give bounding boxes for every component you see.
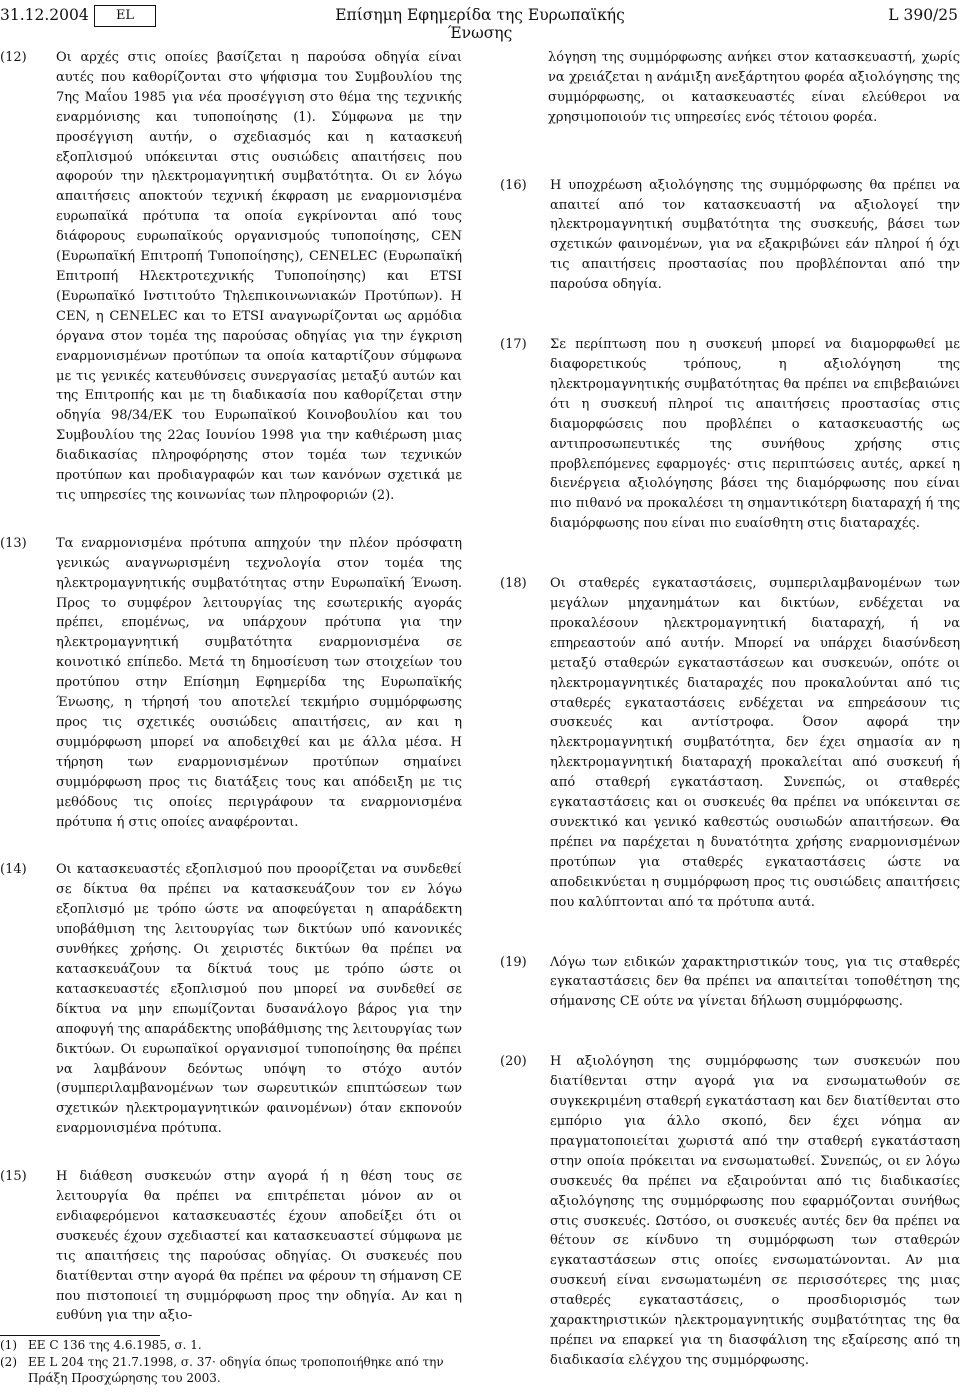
publication-date: 31.12.2004 — [0, 6, 89, 24]
recital-number: (18) — [500, 576, 527, 592]
recital-15-continuation: λόγηση της συμμόρφωσης ανήκει στον κατασκευαστή, χωρίς να χρειάζεται η ανάμιξη ανεξάρτητου φορέα αξιολόγησης της συμμόρφωσης, οι κατασκευαστές είναι ελεύθεροι να χρησιμοποιούν τις υπηρεσίες ενός τέτοιου φορέα. — [548, 50, 960, 125]
recital-16 — [500, 176, 960, 295]
right-column — [500, 48, 960, 1388]
footnote-divider — [0, 1335, 160, 1336]
recital-18 — [500, 574, 960, 912]
recital-number: (15) — [0, 1169, 27, 1185]
recital-12 — [0, 48, 462, 506]
recital-19 — [500, 953, 960, 1013]
left-column — [0, 48, 462, 1348]
footnote-mark: (2) — [0, 1354, 17, 1369]
recital-number: (14) — [0, 862, 27, 878]
recital-text: Η διάθεση συσκευών στην αγορά ή η θέση τους σε λειτουργία θα πρέπει να επιτρέπεται μόνον αν οι ενδιαφερόμενοι κατασκευαστές έχουν αποδείξει ότι οι συσκευές έχουν σχεδιαστεί και κατασκευαστεί σύμφωνα με τις απαιτήσεις της παρούσας οδηγίας. Οι συσκευές που διατίθενται στην αγορά θα πρέπει να φέρουν τη σήμανση CE που πιστοποιεί τη συμμόρφωση προς την οδηγία. Αν και η ευθύνη για την αξιο- — [56, 1169, 462, 1324]
recital-20 — [500, 1052, 960, 1371]
recital-text: Σε περίπτωση που η συσκευή μπορεί να διαμορφωθεί με διαφορετικούς τρόπους, η αξιολόγηση της ηλεκτρομαγνητικής συμβατότητας θα πρέπει να επιβεβαιώνει ότι η συσκευή πληροί τις απαιτήσεις προστασίας στις διαμορφώσεις που προβλέπει ο κατασκευαστής ως αντιπροσωπευτικές της συνήθους χρήσης στις προβλεπόμενες εφαρμογές· στις περιπτώσεις αυτές, αρκεί η διενέργεια αξιολόγησης βάσει της διαμόρφωσης που είναι πιο πιθανό να προκαλέσει τη σημαντικότερη διαταραχή ή της διαμόρφωσης που είναι πιο ευαίσθητη στις διαταραχές. — [550, 337, 960, 532]
page-header — [0, 6, 960, 42]
recital-number: (17) — [500, 337, 527, 353]
recital-text: Τα εναρμονισμένα πρότυπα απηχούν την πλέον πρόσφατη γενικώς αναγνωρισμένη τεχνολογία στον τομέα της ηλεκτρομαγνητικής συμβατότητας στην Ευρωπαϊκή Ένωση. Προς το συμφέρον λειτουργίας της εσωτερικής αγοράς πρέπει, επομένως, να υπάρχουν πρότυπα για την ηλεκτρομαγνητική συμβατότητα εναρμονισμένα σε κοινοτικό επίπεδο. Μετά τη δημοσίευση των στοιχείων του προτύπου στην Επίσημη Εφημερίδα της Ευρωπαϊκής Ένωσης, η τήρησή του αποτελεί τεκμήριο συμμόρφωσης προς τις σχετικές ουσιώδεις απαιτήσεις, αν και η συμμόρφωση μπορεί να αποδειχθεί και με άλλα μέσα. Η τήρηση των εναρμονισμένων προτύπων σημαίνει συμμόρφωση προς τις διατάξεις τους και απόδειξη με τις μεθόδους τις οποίες περιγράφουν τα εναρμονισμένα πρότυπα ή στις οποίες αναφέρονται. — [56, 535, 462, 830]
recital-14 — [0, 860, 462, 1139]
recital-text: Οι αρχές στις οποίες βασίζεται η παρούσα οδηγία είναι αυτές που καθορίζονται στο ψήφισμα του Συμβουλίου της 7ης Μαΐου 1985 για νέα προσέγγιση στο θέμα της τεχνικής εναρμόνισης και τυποποίησης (1). Σύμφωνα με την προσέγγιση αυτήν, ο σχεδιασμός και η κατασκευή εξοπλισμού υπόκεινται στις ουσιώδεις απαιτήσεις που αφορούν την ηλεκτρομαγνητική συμβατότητα. Οι εν λόγω απαιτήσεις αποκτούν τεχνική έκφραση με εναρμονισμένα ευρωπαϊκά πρότυπα τα οποία εγκρίνονται από τους διάφορους ευρωπαϊκούς οργανισμούς τυποποίησης, CEN (Ευρωπαϊκή Επιτροπή Τυποποίησης), CENELEC (Ευρωπαϊκή Επιτροπή Ηλεκτροτεχνικής Τυποποίησης) και ETSI (Ευρωπαϊκό Ινστιτούτο Τηλεπικοινωνιακών Προτύπων). Η CEN, η CENELEC και το ETSI αναγνωρίζονται ως αρμόδια όργανα στον τομέα της παρούσας οδηγίας για την έγκριση εναρμονισμένων προτύπων τα οποία καταρτίζουν σύμφωνα με τις γενικές κατευθύνσεις συνεργασίας μεταξύ αυτών και της Επιτροπής και με τη διαδικασία που καθορίζεται στην οδηγία 98/34/ΕΚ του Ευρωπαϊκού Κοινοβουλίου και του Συμβουλίου της 22ας Ιουνίου 1998 για την καθιέρωση μιας διαδικασίας πληροφόρησης στον τομέα των τεχνικών προτύπων και προδιαγραφών και των κανόνων σχετικά με τις υπηρεσίες της κοινωνίας των πληροφοριών (2). — [56, 50, 462, 503]
recital-17 — [500, 335, 960, 534]
footnotes — [0, 1337, 470, 1387]
footnote-mark: (1) — [0, 1338, 17, 1352]
recital-text: Οι κατασκευαστές εξοπλισμού που προορίζεται να συνδεθεί σε δίκτυα θα πρέπει να κατασκευάζουν τον εν λόγω εξοπλισμό με τρόπο ώστε να αποφεύγεται η απαράδεκτη υποβάθμιση της λειτουργίας των δικτύων υπό κανονικές συνθήκες χρήσης. Οι χειριστές δικτύων θα πρέπει να κατασκευάζουν τα δίκτυά τους με τρόπο ώστε οι κατασκευαστές εξοπλισμού που μπορεί να συνδεθεί σε δίκτυα να μην επωμίζονται δυσανάλογο βάρος για την αποφυγή της απαράδεκτης υποβάθμισης της λειτουργίας των δικτύων. Οι ευρωπαϊκοί οργανισμοί τυποποίησης θα πρέπει να λαμβάνουν δεόντως υπόψη το στόχο αυτόν (συμπεριλαμβανομένων των σωρευτικών επιπτώσεων των σχετικών ηλεκτρομαγνητικών φαινομένων) όταν εκπονούν εναρμονισμένα πρότυπα. — [56, 862, 462, 1137]
recital-number: (20) — [500, 1054, 527, 1070]
recital-number: (13) — [0, 535, 27, 551]
recital-text: Λόγω των ειδικών χαρακτηριστικών τους, για τις σταθερές εγκαταστάσεις δεν θα πρέπει να απαιτείται τοποθέτηση της σήμανσης CE ούτε να γίνεται δήλωση συμμόρφωσης. — [550, 954, 960, 1010]
language-badge: EL — [94, 5, 156, 27]
recital-number: (19) — [500, 954, 527, 970]
recital-13 — [0, 534, 462, 833]
page-number: L 390/25 — [888, 6, 958, 24]
footnote-text: ΕΕ L 204 της 21.7.1998, σ. 37· οδηγία όπως τροποποιήθηκε από την Πράξη Προσχώρησης του 2003. — [28, 1354, 444, 1385]
recital-number: (12) — [0, 50, 27, 65]
recital-text: Οι σταθερές εγκαταστάσεις, συμπεριλαμβανομένων των μεγάλων μηχανημάτων και δικτύων, ενδέχεται να προκαλέσουν ηλεκτρομαγνητική διαταραχή, ή να επηρεαστούν από αυτήν. Μπορεί να υπάρχει διασύνδεση μεταξύ σταθερών εγκαταστάσεων και συσκευών, οπότε οι ηλεκτρομαγνητικές διαταραχές που προκαλούνται από τις σταθερές εγκαταστάσεις ενδέχεται να επηρεάσουν τις συσκευές και αντίστροφα. Όσον αφορά την ηλεκτρομαγνητική συμβατότητα, δεν έχει σημασία αν η ηλεκτρομαγνητική διαταραχή προκαλείται από συσκευή ή από σταθερή εγκατάσταση. Συνεπώς, οι σταθερές εγκαταστάσεις και οι συσκευές θα πρέπει να υπόκεινται σε συνεκτικό και γενικό καθεστώς ουσιωδών απαιτήσεων. Θα πρέπει να παρέχεται η δυνατότητα χρήσης εναρμονισμένων προτύπων για σταθερές εγκαταστάσεις ώστε να αποδεικνύεται η συμμόρφωση προς τις ουσιώδεις απαιτήσεις που καλύπτονται από τα πρότυπα αυτά. — [550, 576, 960, 910]
footnote-1 — [0, 1337, 470, 1354]
recital-15 — [0, 1167, 462, 1326]
recital-text: Η αξιολόγηση της συμμόρφωσης των συσκευών που διατίθενται στην αγορά για να ενσωματωθούν σε συγκεκριμένη σταθερή εγκατάσταση και δεν διατίθενται στο εμπόριο για άλλο σκοπό, δεν έχει νόημα αν πραγματοποιείται χωριστά από την σταθερή εγκατάσταση στην οποία πρόκειται να ενσωματωθεί. Συνεπώς, οι εν λόγω συσκευές θα πρέπει να εξαιρούνται από τις διαδικασίες αξιολόγησης της συμμόρφωσης που εφαρμόζονται συνήθως στις συσκευές. Ωστόσο, οι συσκευές αυτές δεν θα πρέπει να θέτουν σε κίνδυνο τη συμμόρφωση των σταθερών εγκαταστάσεων στις οποίες ενσωματώνονται. Αν μια συσκευή είναι ενσωματωμένη σε περισσότερες της μιας σταθερές εγκαταστάσεις, ο προσδιορισμός των χαρακτηριστικών ηλεκτρομαγνητικής συμβατότητας της θα πρέπει να επαρκεί για τη διασφάλιση της εξαίρεσης από τη διαδικασία ελέγχου της συμμόρφωσης. — [550, 1054, 960, 1368]
footnote-text: ΕΕ C 136 της 4.6.1985, σ. 1. — [28, 1338, 202, 1352]
footnote-2 — [0, 1354, 470, 1387]
recital-number: (16) — [500, 177, 527, 193]
journal-title: Επίσημη Εφημερίδα της Ευρωπαϊκής Ένωσης — [335, 6, 625, 42]
recital-text: Η υποχρέωση αξιολόγησης της συμμόρφωσης θα πρέπει να απαιτεί από τον κατασκευαστή να αξιολογεί την ηλεκτρομαγνητική συμβατότητα της συσκευής, βάσει των σχετικών φαινομένων, για να εξακριβώνει εάν πληροί ή όχι τις απαιτήσεις προστασίας που προβλέπονται από την παρούσα οδηγία. — [550, 177, 960, 293]
